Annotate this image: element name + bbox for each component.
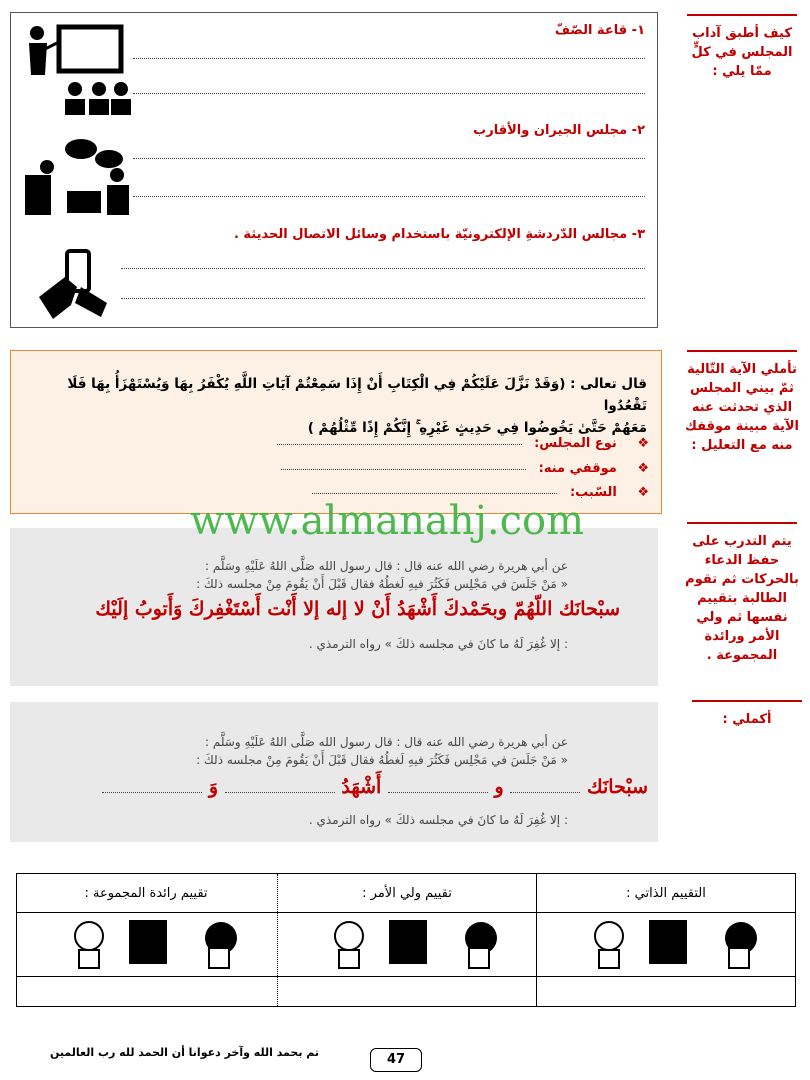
item-chat: ٣- مجالس الدّردشةِ الإلكترونيّة باستخدام وسائل الاتصال الحديثة . (233, 227, 645, 242)
neutral-square-icon[interactable] (389, 920, 427, 964)
question-text: تأملي الآية التّالية ثمّ بيني المجلس الذي تحدثت عنه الآية مبينة موقفك منه مع التعليل : (685, 362, 799, 453)
thumbs-down-icon[interactable] (75, 922, 103, 968)
bullet-reason: ❖ السّبب: (312, 485, 649, 500)
watermark: www.almanahj.com (190, 498, 585, 544)
leader-eval-cell: تقييم رائدة المجموعة : (84, 886, 208, 901)
divider (687, 350, 797, 352)
blank[interactable] (510, 792, 580, 793)
self-eval-cell: التقييم الذاتي : (536, 874, 795, 1006)
divider (17, 976, 795, 977)
parent-eval-cell: تقييم ولي الأمر : (277, 874, 536, 1006)
complete-section: عن أبي هريرة رضي الله عنه قال : قال رسول الله صَلَّى اللهُ عَلَيْهِ وسَلَّم : « مَنْ جَلَسَ في مَجْلِس فَكَثُرَ فيهِ لَغطُهُ فقال قَبْلَ أَنْ يَقُومَ مِنْ مجلسه ذلكَ : سبْحانَك و أَشْهَدُ وَ : إلا غُفِرَ لَهُ ما كانَ في مجلسه ذلكَ » رواه الترمذي . (10, 702, 658, 842)
fill-in-dua: سبْحانَك و أَشْهَدُ وَ (102, 776, 648, 798)
bullet-stance: ❖ موقفي منه: (281, 461, 649, 476)
ayah-section (10, 350, 662, 514)
closing-text: تم بحمد الله وآخر دعوانا أن الحمد لله رب العالمين (50, 1046, 320, 1059)
answer-line[interactable] (121, 268, 645, 269)
thumbs-down-icon[interactable] (595, 922, 623, 968)
diamond-icon: ❖ (637, 436, 649, 451)
thumbs-up-icon[interactable] (725, 922, 757, 968)
blank[interactable] (225, 792, 335, 793)
thumbs-down-icon[interactable] (335, 922, 363, 968)
blank[interactable] (102, 792, 202, 793)
ayah-text: قال تعالى : (وَقَدْ نَزَّلَ عَلَيْكُمْ فِي الْكِتَابِ أَنْ إِذَا سَمِعْتُمْ آيَاتِ اللَّهِ يُكْفَرُ بِهَا وَيُسْتَهْزَأُ بِهَا فَلَا تَقْعُدُوا مَعَهُمْ حَتَّىٰ يَخُوضُوا فِي حَدِيثٍ غَيْرِهِ ۚ إِنَّكُمْ إِذًا مِّثْلُهُمْ ) (67, 376, 647, 436)
rating-icons-parent (289, 916, 523, 974)
sidebar-question-3 (682, 522, 802, 665)
answer-line[interactable] (133, 93, 645, 94)
classroom-illustration (17, 19, 137, 119)
sidebar-question-4 (692, 700, 802, 729)
thumbs-up-icon[interactable] (205, 922, 237, 968)
divider (17, 912, 795, 913)
question-text: يتم التدرب على حفظ الدعاء بالحركات ثم تقوم الطالبة بتقييم نفسها ثم ولي الأمر ورائدة المجموعة . (685, 534, 799, 663)
answer-line[interactable] (133, 158, 645, 159)
divider (692, 700, 802, 702)
evaluation-table (16, 873, 796, 1007)
page-number: 47 (370, 1048, 422, 1072)
rating-icons-leader (29, 916, 263, 974)
answer-line[interactable] (133, 58, 645, 59)
blank[interactable] (388, 792, 488, 793)
hadith-section: عن أبي هريرة رضي الله عنه قال : قال رسول الله صَلَّى اللهُ عَلَيْهِ وسَلَّم : « مَنْ جَلَسَ في مَجْلِس فَكَثُرَ فيهِ لَغطُهُ فقال قَبْلَ أَنْ يَقُومَ مِنْ مجلسه ذلكَ : سبْحانَك اللّهُمّ وبحَمْدكَ أَشْهَدُ أَنْ لا إله إلا أَنْت أَسْتَغْفِركَ وَأَتوبُ إلَيْك : إلا غُفِرَ لَهُ ما كانَ في مجلسه ذلكَ » رواه الترمذي . (10, 528, 658, 686)
neutral-square-icon[interactable] (129, 920, 167, 964)
question-text: كيف أطبق آداب المجلس في كلٍّ ممّا يلي : (691, 26, 793, 79)
neutral-square-icon[interactable] (649, 920, 687, 964)
bullet-type: ❖ نوع المجلس: (277, 436, 649, 451)
dua-text: سبْحانَك اللّهُمّ وبحَمْدكَ أَشْهَدُ أَنْ لا إله إلا أَنْت أَسْتَغْفِركَ وَأَتوبُ إلَيْك (95, 598, 620, 620)
answer-line[interactable] (133, 196, 645, 197)
phone-hand-illustration (31, 247, 121, 323)
divider (687, 522, 797, 524)
item-classroom: ١- قاعة الصّفّ (554, 23, 645, 38)
sidebar-question-1 (682, 14, 802, 81)
manners-section (10, 12, 658, 328)
diamond-icon: ❖ (637, 461, 649, 476)
item-neighbors: ٢- مجلس الجيران والأقارب (473, 123, 645, 138)
answer-line[interactable] (312, 492, 557, 494)
neighbors-illustration (17, 135, 137, 225)
thumbs-up-icon[interactable] (465, 922, 497, 968)
answer-line[interactable] (281, 468, 526, 470)
divider (687, 14, 797, 16)
question-text: أكملي : (722, 712, 772, 727)
diamond-icon: ❖ (637, 485, 649, 500)
answer-line[interactable] (277, 443, 522, 445)
answer-line[interactable] (121, 298, 645, 299)
rating-icons-self (549, 916, 783, 974)
sidebar-question-2 (682, 350, 802, 455)
